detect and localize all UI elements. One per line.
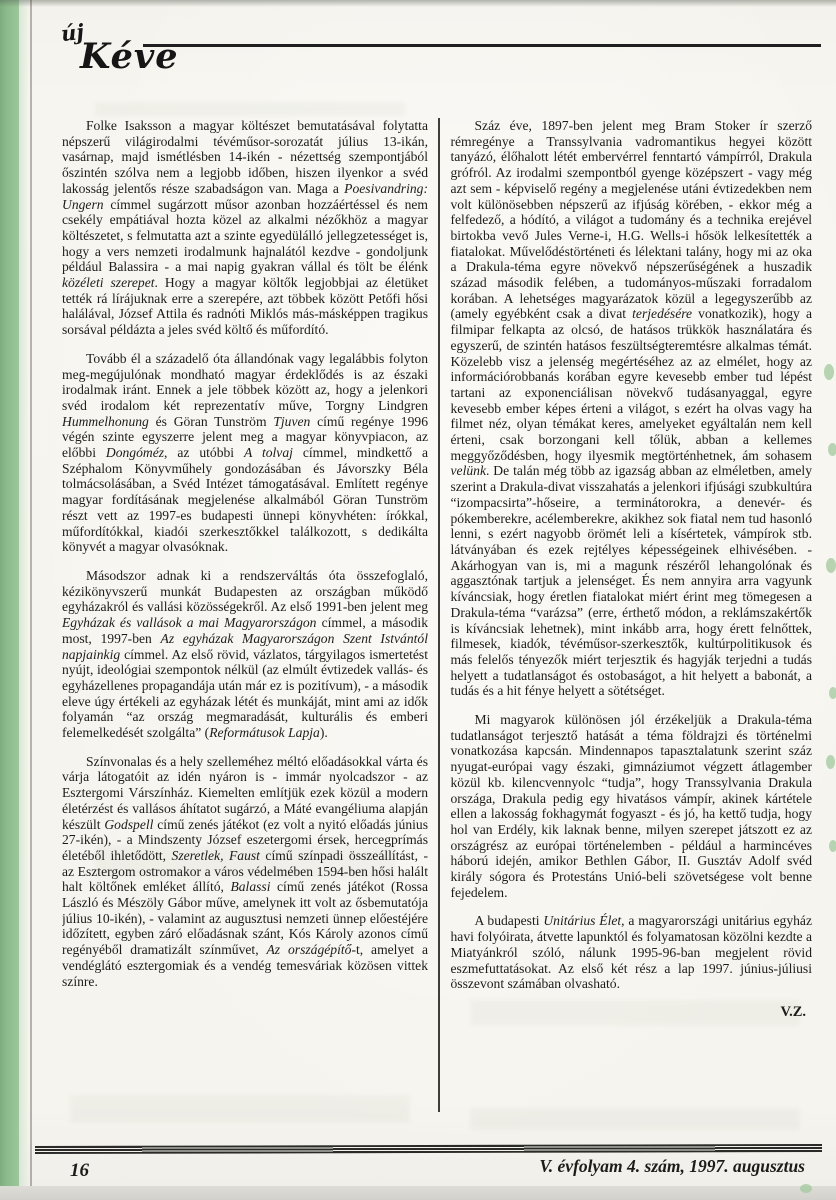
text-run: . De talán még több az igazság abban az elméletben, amely szerint a Drakula-divat visszahatás a jelenkori ifjúsági szubkultúra “izompacsirta”-hőseire, a terminátorokra, a denevér- és pókemberekre, acélemberekre, akikhez sok fiatal nem tud hasonló lenni, s ezért nagyobb örömét leli a kísértetek, vámpírok stb. látványában és ezek rejtélyes képességeinek elhivésében. - Akárhogyan van is, mi a magunk részéről lehangolónak és aggasztónak tartjuk a jelenséget. És nem annyira arra vagyunk kíváncsiak, hogy éretlen fiatalokat miért érint meg tömegesen a Drakula-téma “varázsa” (erre, érthető módon, a reklámszakértők is kíváncsiak lehetnek), mint inkább arra, hogy érett felnőttek, filmesek, kiadók, tévéműsor-szerkesztők, kultúrpolitikusok és más felelős tényezők miért terjesztik és hagyják terjedni a tudás helyett a tudatlanságot és ostobaságot, a hit helyett a babonát, a tudás és a hit fénye helyett a sötétséget. (450, 463, 812, 699)
text-run: A budapesti (474, 913, 544, 929)
text-run: Másodszor adnak ki a rendszerváltás óta összefoglaló, kézikönyvszerű munkát Budapesten az országban működő egyházakról és vallási közösségekről. Az első 1991-ben jelent meg (62, 567, 428, 615)
text-run: Mi magyarok különösen jól érzékeljük a Drakula-téma tudatlanságot terjesztő hatását a téma földrajzi és történelmi vonatkozása kapcsán. Mindennapos tapasztalatunk szerint száz nyugat-európai vagy északi, gimnáziumot végzett átlagember közül kb. kilencvennyolc “tudja”, hogy Transsylvania Drakula országa, Drakula pedig egy hivatásos vámpír, akinek kártétele ellen a lakosság fokhagymát fogyaszt - és jó, ha kettő tudja, hogy hol van Erdély, kik laknak benne, milyen szerepet játszott ez az országrész az európai történelemben - például a harmincéves háború idején, amikor Bethlen Gábor, II. Gusztáv Adolf svéd király sógora és Protestáns Unió-beli szövetségese volt benne fejedelem. (450, 712, 812, 900)
italic-text-run: Unitárius Élet (543, 913, 622, 929)
text-run: Színvonalas és a hely szelleméhez méltó előadásokkal várta és várja látogatóit az idén nyáron is - immár nyolcadszor - az Esztergomi Várszínház. Kiemelten említjük ezek közül a modern életérzést és vallásos áhítatot sugárzó, a Máté evangéliuma alapján készült (62, 753, 428, 832)
italic-text-run: velünk (450, 463, 486, 479)
italic-text-run: terjedésére (632, 306, 693, 322)
article-column-left (62, 118, 428, 1112)
page-edge-bottom-shadow (0, 1186, 836, 1200)
footer-issue-line: V. évfolyam 4. szám, 1997. augusztus (539, 1156, 805, 1176)
text-run: című zenés játékot (ez volt a nyitó előadás június 27-ikén), - a Mindszenty József eszetergomi érsek, hercegprímás életéből ihletődött, (62, 816, 428, 863)
italic-text-run: Reformátusok Lapja (209, 725, 320, 741)
text-run: címmel. Az első rövid, vázlatos, tárgyilagos ismertetést nyújt, ideológiai szempontok nélkül (az elmúlt évtizedek vallás- és egyházellenes propagandája után már ez is pozitívum), - a második eleve úgy értékeli az egyházak létét és munkáját, mint ami az idők folyamán “az ország megmaradását, kulturális és emberi felemelkedését szolgálta” ( (62, 646, 428, 741)
italic-text-run: közéleti szerepet (62, 275, 155, 291)
footer-page-number: 16 (70, 1160, 89, 1181)
italic-text-run: Hummelhonung (62, 413, 149, 429)
text-run: , az utóbbi (164, 445, 244, 461)
text-run: vonatkozik), hogy a filmipar felkapta az olcsó, de hatásos trükkök használatára és egyszerű, de szintén hatásos feszültségteremtésre alkalmas témát. Közelebb visz a jelenség megértéséhez az az elmélet, hogy az információrobbanás korában egyre kevesebb ember tud lépést tartani az exponenciálisan növekvő tudásanyaggal, egyre kevesebb ember képes érteni a világot, s ezért ha olvas vagy ha filmet néz, olyan témákat keres, amelyeket egyáltalán nem kell érteni, csak borzongani kell tőlük, abban a kellemes meggyőződésben, hogy ilyesmik megtörténhetnek, ám sohasem (450, 306, 812, 463)
italic-text-run: Balassi (230, 879, 271, 895)
text-run: című regénye 1996 végén szinte egyszerre jelent meg a magyar könyvpiacon, az előbbi (62, 413, 428, 461)
text-run: című zenés játékot (Rossa László és Mészöly Gábor műve, amelynek itt volt az ősbemutatója július 10-ikén), - valamint az augusztusi nemzeti ünnep előestéjére időzített, egyben záró előadásnak szánt, Kós Károly azonos című regényéből dramatizált színművet, (62, 879, 428, 958)
page-edge-green-strip (0, 0, 19, 1186)
magazine-logo-keve: Kéve (80, 36, 179, 77)
text-run: címmel, a második most, 1997-ben (62, 615, 429, 646)
scan-speck (824, 364, 834, 380)
text-run: Száz éve, 1897-ben jelent meg Bram Stoker ír szerző rémregénye a Transsylvania vadromantikus hegyei között tanyázó, élőhalott létét embervérrel fenntartó vámpírról, Drakula grófról. Az irodalmi szempontból gyenge középszert - vagy még azt sem - képviselő regény a megjelenése utáni évtizedekben nem volt különösebben népszerű az ifjúság körében, - ekkor még a felfedező, a hódító, a világot a tudomány és a technika erejével birtokba vevő Jules Verne-i, H.G. Wells-i hősök lelkesítették a fiatalokat. Művelődéstörténeti és lélektani talány, hogy mi az oka a Drakula-téma egyre növekvő népszerűségének a huszadik század második felében, a tudományos-műszaki forradalom korában. A lehetséges magyarázatok közül a legegyszerűbb az (amely egyébként csak a divat (450, 118, 812, 322)
scan-speck (800, 1184, 812, 1193)
footer-rule (35, 1144, 822, 1154)
italic-text-run: Az egyházak Magyarországon Szent Istvántól napjainkig (62, 630, 428, 662)
paragraph (451, 913, 813, 992)
text-run: címmel sugárzott műsor azonban hozzáértéssel és nem csekély empátiával hozta közel az alkalmi nézőkhöz a magyar költészetet, s felmutatta azt a szinte egyedülálló jellegzetességet is, hogy a vers nemzeti irodalmunk hajnalától kezdve - gondoljunk például Balassira - a mai napig gyakran vállal és tölt be élénk (62, 196, 428, 275)
magazine-logo-uj: új (59, 18, 86, 47)
article-columns (62, 118, 812, 1112)
scan-speck (829, 840, 836, 852)
italic-text-run: Tjuven (273, 413, 311, 429)
paragraph (62, 754, 428, 990)
text-run: ). (319, 725, 328, 741)
scan-speck (828, 443, 836, 456)
masthead-rule (143, 44, 821, 47)
scan-speck (826, 558, 836, 573)
text-run: című színpadi összeállítást, - az Esztergom ostromakor a város védelmében 1594-ben hősi halált halt költőnek emléket állító, (62, 847, 428, 895)
italic-text-run: Egyházak és vallások a mai Magyarországon (62, 615, 317, 631)
author-initials: V.Z. (780, 1003, 806, 1020)
paragraph (62, 351, 428, 555)
italic-text-run: Dongóméz (105, 445, 165, 461)
italic-text-run: Az országépítő (266, 942, 352, 958)
bleed-artifact (95, 102, 405, 116)
italic-text-run: Szeretlek, Faust (171, 847, 260, 863)
page-edge-top-shadow (0, 0, 836, 7)
text-run: . Hogy a magyar költők legjobbjai az életüket tették rá lírájuknak erre a szerepére, azt többek között Petőfi hősi halálával, József Attila és radnóti Miklós más-másképpen tragikus sorsával példázta a jeles svéd költő és műfordító. (62, 275, 428, 338)
scan-fold-line (30, 0, 32, 1186)
italic-text-run: A tolvaj (243, 445, 293, 461)
column-divider-rule (438, 118, 440, 1112)
paragraph (62, 568, 428, 741)
paragraph (62, 118, 428, 338)
text-run: Tovább él a századelő óta állandónak vagy legalábbis folyton meg-megújulónak mondható magyar érdeklődés is az északi irodalmak iránt. Ennek a jele többek között az, hogy a jelenkori svéd irodalom két reprezentatív műve, Torgny Lindgren (62, 350, 428, 413)
paragraph (451, 712, 813, 900)
scan-speck (826, 755, 835, 769)
scan-speck (829, 687, 836, 699)
page-edge-green-fade (19, 0, 29, 1186)
text-run: -t, amelyet a vendéglátó esztergomiak és a vendég temesváriak közösen vittek színre. (62, 942, 428, 989)
paragraph (451, 118, 813, 699)
italic-text-run: Godspell (104, 816, 154, 832)
text-run: és Göran Tunström (148, 413, 274, 429)
italic-text-run: Poesivandring: Ungern (62, 180, 428, 212)
text-run: Folke Isaksson a magyar költészet bemutatásával folytatta népszerű világirodalmi tévéműsor-sorozatát július 13-ikán, vasárnap, majd ismétlésben 14-ikén - nézettség szempontjából őszintén szólva nem a legjobb időben, hiszen ilyenkor a svéd lakosság jelentős része szabadságon van. Maga a (62, 118, 428, 196)
article-column-right (451, 118, 813, 1112)
text-run: , a magyarországi unitárius egyház havi folyóirata, átvette lapunktól és folyamatosan közölni kezdte a Miatyánkról szóló, nálunk 1995-96-ban megjelent rövid eszmefuttatásokat. Az első két rész a lap 1997. június-júliusi összevont számában olvasható. (450, 913, 812, 992)
text-run: címmel, mindkettő a Széphalom Könyvműhely gondozásában és Jávorszky Béla tolmácsolásában, a Svéd Intézet támogatásával. Említett regénye magyar fordításának megjelenése alkalmából Göran Tunström részt vett az 1997-es budapesti ünnepi könyvhéten: írókkal, műfordítókkal, kiadói szerkesztőkkel találkozott, s dedikálta könyvét a magyar olvasóknak. (62, 445, 428, 555)
